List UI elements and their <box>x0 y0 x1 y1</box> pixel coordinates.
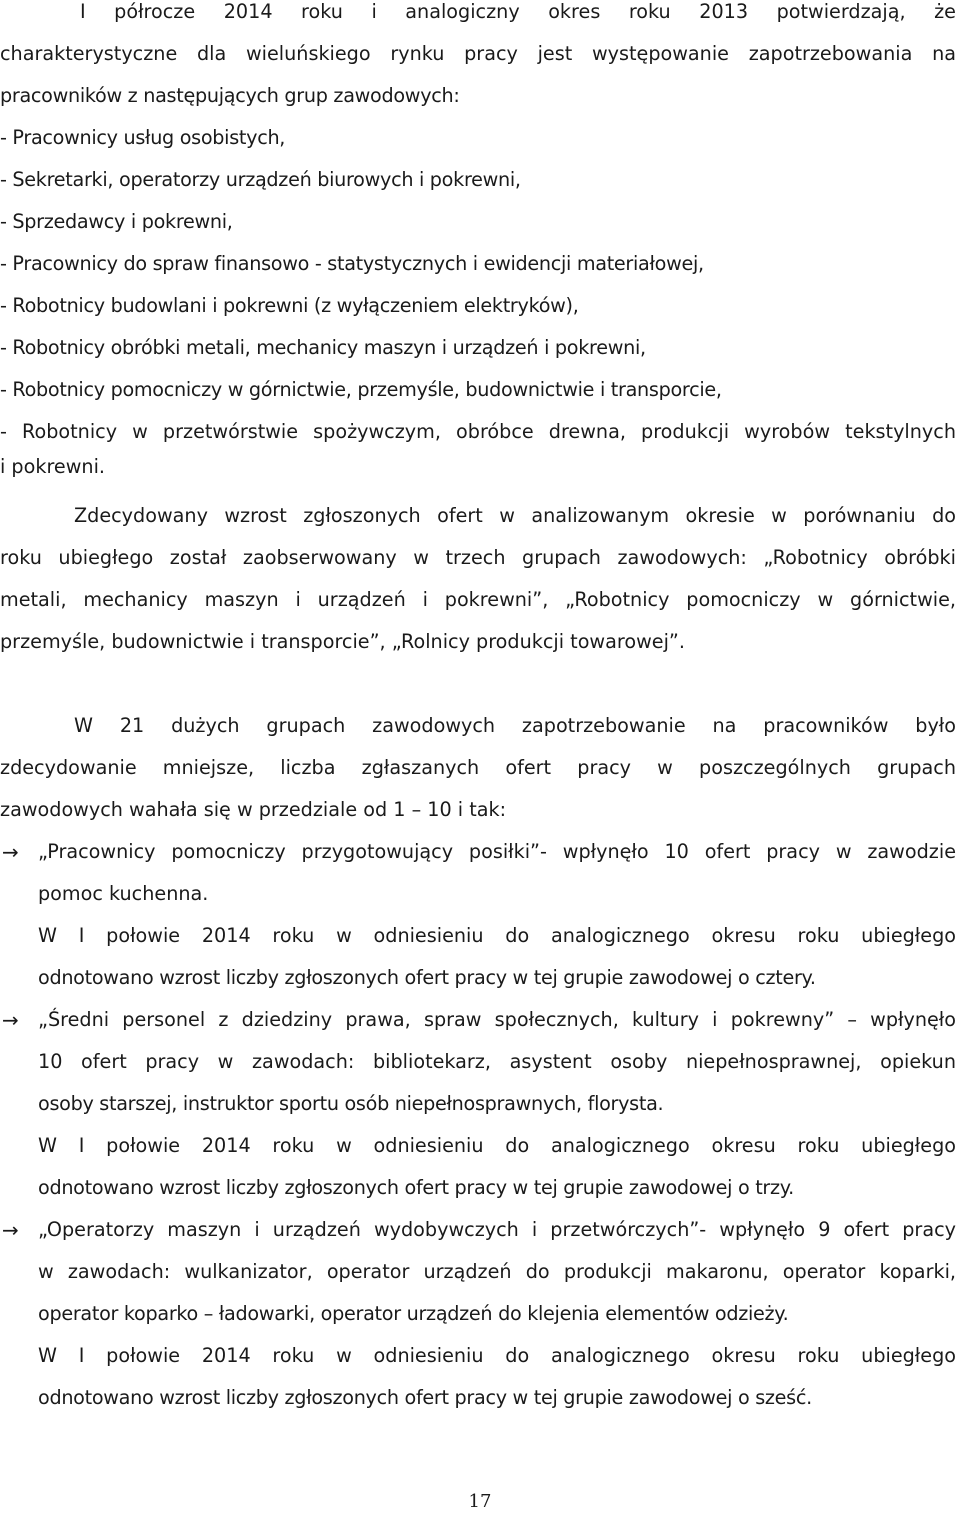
list-item-cont: i pokrewni. <box>0 455 106 478</box>
paragraph-line: zawodowych wahała się w przedziale od 1 – 10 i tak: <box>0 798 507 821</box>
list-item: - Sekretarki, operatorzy urządzeń biurowych i pokrewni, <box>0 168 521 191</box>
item-line: pomoc kuchenna. <box>38 882 209 905</box>
list-item: - Sprzedawcy i pokrewni, <box>0 210 233 233</box>
item-line: operator koparko – ładowarki, operator urządzeń do klejenia elementów odzieży. <box>38 1302 789 1325</box>
list-item: - Pracownicy do spraw finansowo - statystycznych i ewidencji materiałowej, <box>0 252 704 275</box>
paragraph-line: roku ubiegłego został zaobserwowany w trzech grupach zawodowych: „Robotnicy obróbki <box>0 546 956 569</box>
paragraph-line: zdecydowanie mniejsze, liczba zgłaszanych ofert pracy w poszczególnych grupach <box>0 756 956 779</box>
item-line: W I połowie 2014 roku w odniesieniu do analogicznego okresu roku ubiegłego <box>38 1344 956 1367</box>
intro-line-3: pracowników z następujących grup zawodowych: <box>0 84 460 107</box>
item-line: 10 ofert pracy w zawodach: bibliotekarz, asystent osoby niepełnosprawnej, opiekun <box>38 1050 956 1073</box>
item-line: „Pracownicy pomocniczy przygotowujący posiłki”- wpłynęło 10 ofert pracy w zawodzie <box>38 840 956 863</box>
intro-line-2: charakterystyczne dla wieluńskiego rynku pracy jest występowanie zapotrzebowania na <box>0 42 956 65</box>
item-line: W I połowie 2014 roku w odniesieniu do analogicznego okresu roku ubiegłego <box>38 924 956 947</box>
item-line: „Operatorzy maszyn i urządzeń wydobywczych i przetwórczych”- wpłynęło 9 ofert pracy <box>38 1218 956 1241</box>
item-line: „Średni personel z dziedziny prawa, spraw społecznych, kultury i pokrewny” – wpłynęło <box>38 1008 956 1031</box>
list-item: - Robotnicy pomocniczy w górnictwie, przemyśle, budownictwie i transporcie, <box>0 378 722 401</box>
paragraph-line: metali, mechanicy maszyn i urządzeń i pokrewni”, „Robotnicy pomocniczy w górnictwie, <box>0 588 956 611</box>
list-item: - Robotnicy obróbki metali, mechanicy maszyn i urządzeń i pokrewni, <box>0 336 646 359</box>
item-line: odnotowano wzrost liczby zgłoszonych ofert pracy w tej grupie zawodowej o cztery. <box>38 966 816 989</box>
paragraph-line: przemyśle, budownictwie i transporcie”, „Rolnicy produkcji towarowej”. <box>0 630 685 653</box>
arrow-bullet-icon: → <box>2 1008 19 1032</box>
paragraph-line: W 21 dużych grupach zawodowych zapotrzebowanie na pracowników było <box>74 714 956 737</box>
list-item: - Pracownicy usług osobistych, <box>0 126 286 149</box>
item-line: odnotowano wzrost liczby zgłoszonych ofert pracy w tej grupie zawodowej o sześć. <box>38 1386 812 1409</box>
paragraph-line: Zdecydowany wzrost zgłoszonych ofert w analizowanym okresie w porównaniu do <box>74 504 956 527</box>
page-number: 17 <box>468 1491 492 1512</box>
intro-line-1: I półrocze 2014 roku i analogiczny okres roku 2013 potwierdzają, że <box>80 0 956 23</box>
item-line: w zawodach: wulkanizator, operator urządzeń do produkcji makaronu, operator koparki, <box>38 1260 956 1283</box>
item-line: W I połowie 2014 roku w odniesieniu do analogicznego okresu roku ubiegłego <box>38 1134 956 1157</box>
arrow-bullet-icon: → <box>2 840 19 864</box>
arrow-bullet-icon: → <box>2 1218 19 1242</box>
item-line: osoby starszej, instruktor sportu osób niepełnosprawnych, florysta. <box>38 1092 664 1115</box>
list-item: - Robotnicy w przetwórstwie spożywczym, obróbce drewna, produkcji wyrobów tekstylnych <box>0 420 956 443</box>
item-line: odnotowano wzrost liczby zgłoszonych ofert pracy w tej grupie zawodowej o trzy. <box>38 1176 794 1199</box>
list-item: - Robotnicy budowlani i pokrewni (z wyłączeniem elektryków), <box>0 294 579 317</box>
